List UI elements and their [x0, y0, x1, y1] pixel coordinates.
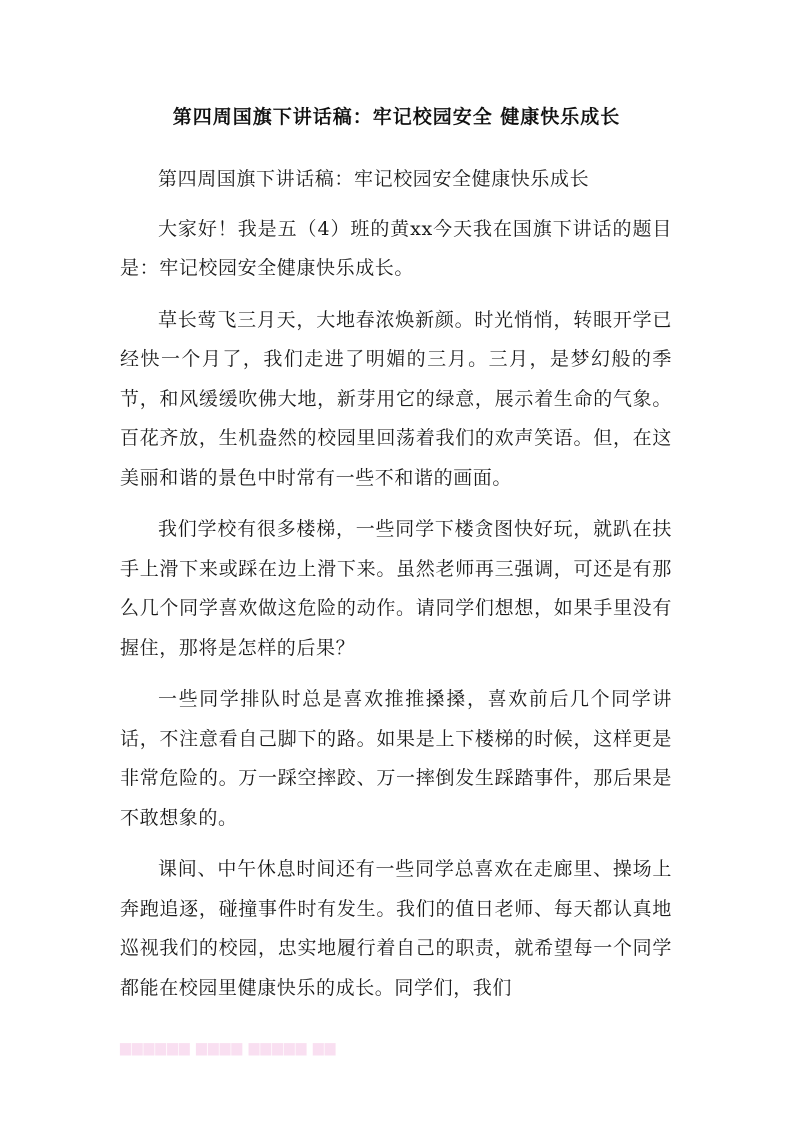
paragraph-queue: 一些同学排队时总是喜欢推推搡搡，喜欢前后几个同学讲话，不注意看自己脚下的路。如果是上下楼梯的时候，这样更是非常危险的。万一踩空摔跤、万一摔倒发生踩踏事件，那后果是不敢想象的。 — [120, 688, 672, 829]
paragraph-break-time: 课间、中午休息时间还有一些同学总喜欢在走廊里、操场上奔跑追逐，碰撞事件时有发生。我们的值日老师、每天都认真地巡视我们的校园，忠实地履行着自己的职责，就希望每一个同学都能在校园里健康快乐的成长。同学们，我们 — [120, 858, 672, 999]
paragraph-stairs: 我们学校有很多楼梯，一些同学下楼贪图快好玩，就趴在扶手上滑下来或踩在边上滑下来。虽然老师再三强调，可还是有那么几个同学喜欢做这危险的动作。请同学们想想，如果手里没有握住，那将是怎样的后果？ — [120, 518, 672, 659]
paragraph-greeting: 大家好！我是五（4）班的黄xx今天我在国旗下讲话的题目是：牢记校园安全健康快乐成长。 — [120, 217, 672, 279]
faint-watermark: ▆▆▆▆▆▆ ▆▆▆▆ ▆▆▆▆▆ ▆▆ — [120, 1040, 337, 1056]
paragraph-spring: 草长莺飞三月天，大地春浓焕新颜。时光悄悄，转眼开学已经快一个月了，我们走进了明媚的三月。三月，是梦幻般的季节，和风缓缓吹佛大地，新芽用它的绿意，展示着生命的气象。百花齐放，生机盎然的校园里回荡着我们的欢声笑语。但，在这美丽和谐的景色中时常有一些不和谐的画面。 — [120, 308, 672, 489]
paragraph-subtitle: 第四周国旗下讲话稿：牢记校园安全健康快乐成长 — [158, 168, 590, 190]
document-title: 第四周国旗下讲话稿：牢记校园安全 健康快乐成长 — [172, 106, 621, 128]
document-body — [120, 160, 672, 1020]
